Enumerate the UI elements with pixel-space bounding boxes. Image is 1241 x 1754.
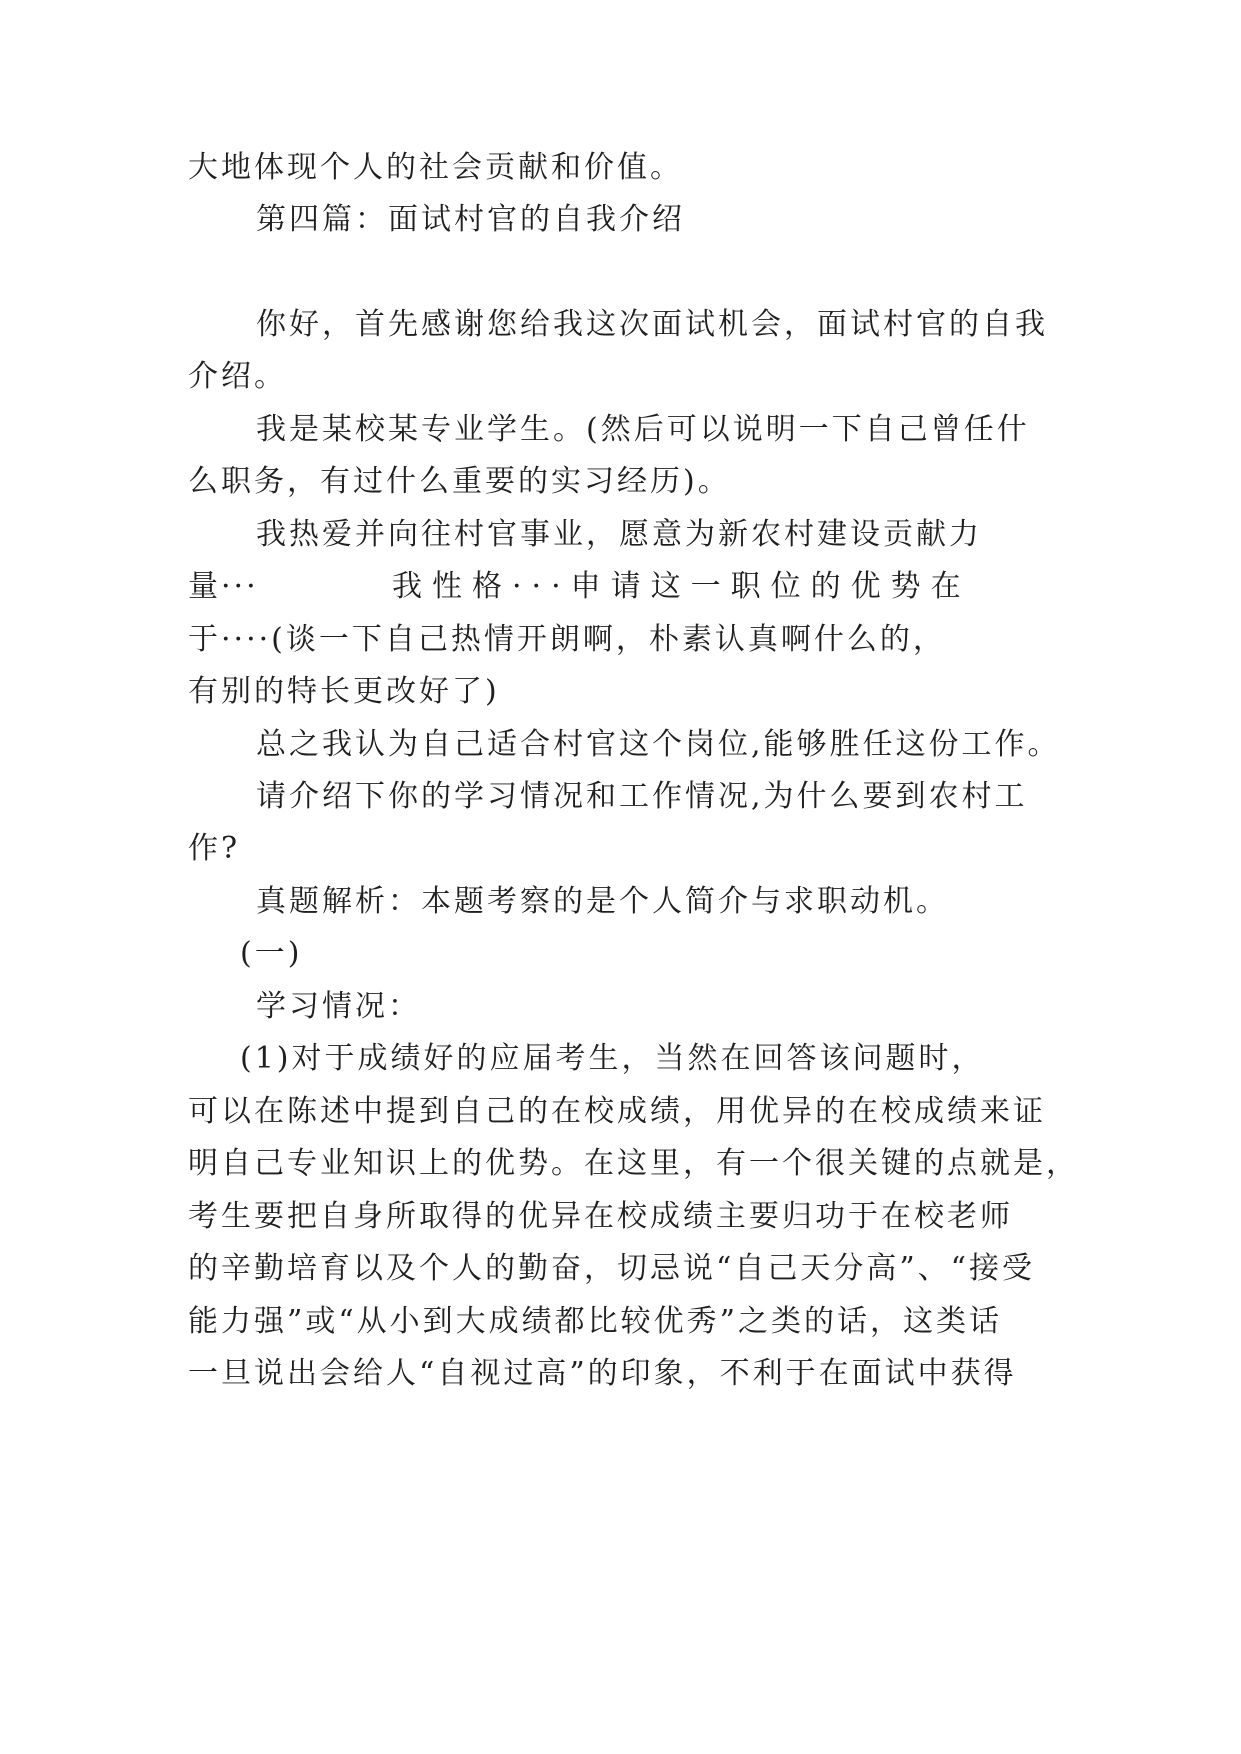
paragraph-line: 真题解析：本题考察的是个人简介与求职动机。	[256, 884, 949, 919]
paragraph-line: 有别的特长更改好了)	[188, 674, 500, 709]
paragraph-line: 可以在陈述中提到自己的在校成绩，用优异的在校成绩来证	[188, 1094, 1046, 1129]
paragraph-line: 你好，首先感谢您给我这次面试机会，面试村官的自我	[256, 307, 1048, 342]
paragraph-line: (1)对于成绩好的应届考生，当然在回答该问题时，	[240, 1041, 985, 1076]
paragraph-line: 我性格···申请这一职位的优势在	[392, 569, 971, 604]
paragraph-line: 介绍。	[188, 359, 287, 394]
paragraph-line: 么职务，有过什么重要的实习经历)。	[188, 464, 731, 499]
paragraph-line: 总之我认为自己适合村官这个岗位,能够胜任这份工作。	[256, 727, 1061, 762]
paragraph-line: 大地体现个人的社会贡献和价值。	[188, 150, 683, 185]
paragraph-line: 请介绍下你的学习情况和工作情况,为什么要到农村工	[256, 779, 1028, 814]
paragraph-line: 作?	[188, 831, 241, 866]
paragraph-line: 考生要把自身所取得的优异在校成绩主要归功于在校老师	[188, 1199, 1013, 1234]
subsection-heading: 学习情况：	[256, 989, 421, 1024]
paragraph-line: 我热爱并向往村官事业，愿意为新农村建设贡献力	[256, 517, 982, 552]
section-heading: 第四篇：面试村官的自我介绍	[256, 202, 685, 237]
paragraph-line: 的辛勤培育以及个人的勤奋，切忌说“自己天分高”、“接受	[188, 1251, 1036, 1286]
paragraph-line: 于····(谈一下自己热情开朗啊，朴素认真啊什么的，	[188, 622, 946, 657]
paragraph-line: 我是某校某专业学生。(然后可以说明一下自己曾任什	[256, 412, 1030, 447]
subsection-marker: (一)	[240, 936, 303, 971]
paragraph-line: 一旦说出会给人“自视过高”的印象，不利于在面试中获得	[188, 1356, 1017, 1391]
paragraph-line: 能力强”或“从小到大成绩都比较优秀”之类的话，这类话	[188, 1304, 1003, 1339]
paragraph-line: 明自己专业知识上的优势。在这里，有一个很关键的点就是，	[188, 1146, 1079, 1181]
paragraph-line: 量···	[188, 569, 259, 604]
